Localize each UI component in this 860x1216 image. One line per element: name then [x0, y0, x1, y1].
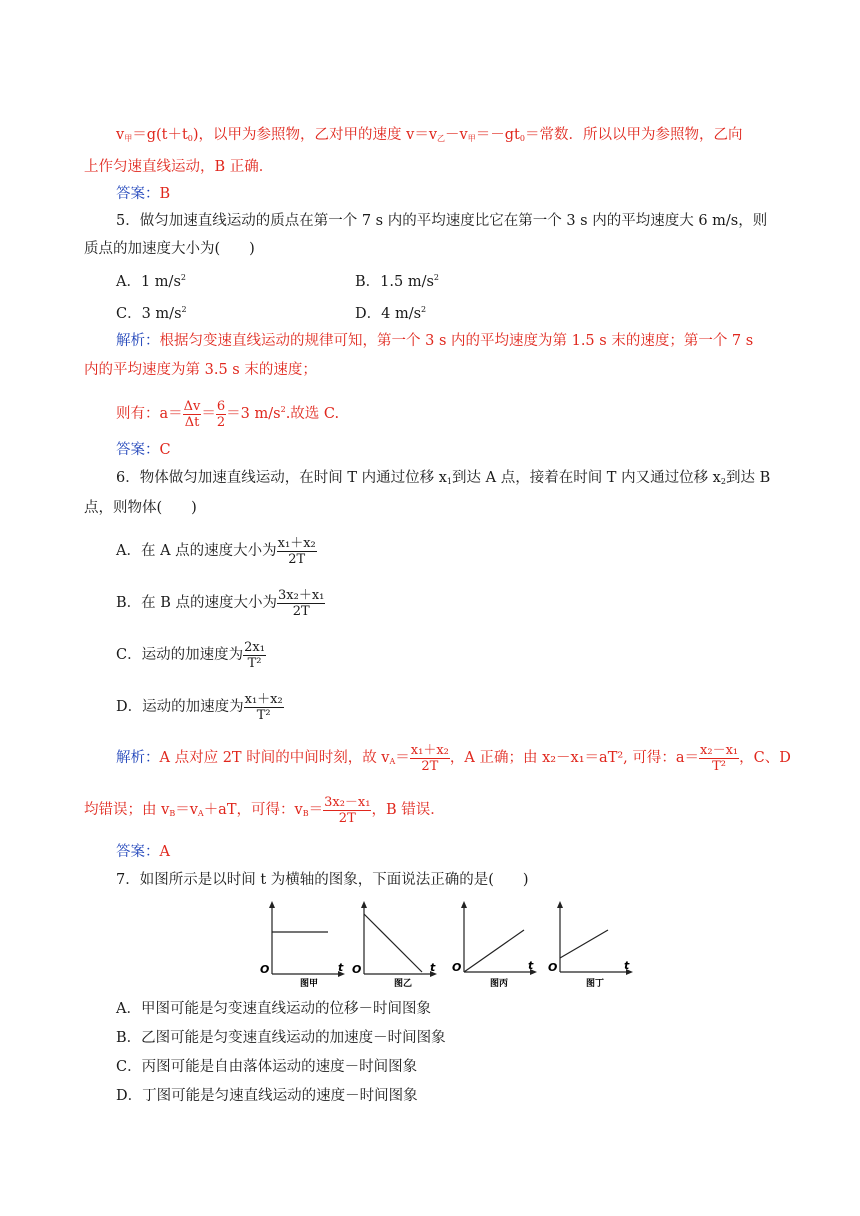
time-axis-label: t — [338, 961, 344, 974]
q5-explanation-line1: 解析：根据匀变速直线运动的规律可知，第一个 3 s 内的平均速度为第 1.5 s 末的速度；第一个 7 s — [116, 333, 754, 349]
q5-answer — [116, 440, 171, 460]
origin-label: O — [548, 961, 558, 974]
q6-option-a: A．在 A 点的速度大小为 $\frac{\text{x₁＋x₂}}{2T}$ — [116, 535, 316, 567]
fraction: $\frac{\Delta v}{\Delta t}$ — [183, 398, 201, 430]
explanation-label: 解析： — [116, 333, 160, 349]
answer-label: 答案： — [116, 844, 160, 860]
q6-stem-line1: 6．物体做匀加速直线运动，在时间 T 内通过位移 $x_1$到达 A 点，接着在时间 T 内又通过位移 $x_2$到达 B — [116, 470, 771, 486]
q5-formula: 则有：a＝ $\frac{\Delta v}{\Delta t}$ ＝ $\frac{6}{2}$ ＝3 $m/s^2$.故选 C. — [116, 398, 340, 430]
explanation-label: 解析： — [116, 750, 160, 766]
q6-explanation-line1: 解析：A 点对应 2T 时间的中间时刻，故 $v_A=$ $\frac{\text{x₁＋x₂}}{2T}$ ，A 正确；由 x₂－x₁＝aT², 可得：a＝ $\frac{\text{x₂－x₁}}{\text{T²}}$ ，C、D — [116, 742, 791, 774]
q5-option-b: B．1.5 $m/s^2$ — [355, 273, 439, 290]
graph-bing — [450, 900, 540, 992]
answer-value: A — [159, 844, 170, 860]
q6-answer — [116, 842, 170, 862]
answer-value: B — [159, 186, 171, 202]
graph-caption: 图乙 — [394, 979, 413, 989]
q4-explanation-line2: 上作匀速直线运动，B 正确． — [84, 159, 274, 175]
graph-caption: 图甲 — [300, 979, 319, 989]
q6-option-b: B．在 B 点的速度大小为 $\frac{\text{3x₂＋x₁}}{2T}$ — [116, 587, 325, 619]
q7-option-b: B．乙图可能是匀变速直线运动的加速度－时间图象 — [116, 1030, 446, 1046]
q5-stem-line1: 5．做匀加速直线运动的质点在第一个 7 s 内的平均速度比它在第一个 3 s 内的平均速度大 6 m/s，则 — [116, 213, 768, 229]
q5-stem-line2: 质点的加速度大小为( ) — [84, 241, 255, 257]
time-axis-label: t — [624, 959, 630, 972]
origin-label: O — [260, 963, 270, 976]
q4-explanation-line1: $v_甲=g(t+t_0)$，以甲为参照物，乙对甲的速度 $v=v_乙-v_甲=-gt_0=$常数．所以以甲为参照物，乙向 — [116, 127, 743, 143]
q6-option-d: D．运动的加速度为 $\frac{\text{x₁＋x₂}}{\text{T²}}$ — [116, 691, 283, 723]
answer-label: 答案： — [116, 186, 160, 202]
time-axis-label: t — [528, 959, 534, 972]
time-axis-label: t — [430, 961, 436, 974]
graph-caption: 图丁 — [586, 979, 605, 989]
graph-ding — [546, 900, 636, 992]
q5-explanation-line2: 内的平均速度为第 3.5 s 末的速度； — [84, 362, 317, 378]
q7-option-c: C．丙图可能是自由落体运动的速度－时间图象 — [116, 1059, 418, 1075]
q4-answer — [116, 184, 170, 204]
q7-option-a: A．甲图可能是匀变速直线运动的位移－时间图象 — [116, 1001, 431, 1017]
fraction: $\frac{6}{2}$ — [216, 398, 226, 430]
graph-jia — [258, 900, 348, 992]
q6-explanation-line2: 均错误；由 $v_B=v_A+aT$，可得：$v_B=$ $\frac{\text{3x₂－x₁}}{2T}$ ，B 错误． — [84, 794, 445, 826]
q7-stem: 7．如图所示是以时间 t 为横轴的图象，下面说法正确的是( ) — [116, 872, 529, 888]
graph-yi — [350, 900, 440, 992]
origin-label: O — [352, 963, 362, 976]
answer-value: C — [159, 442, 171, 458]
q6-option-c: C．运动的加速度为 $\frac{\text{2x₁}}{\text{T²}}$ — [116, 639, 265, 671]
q7-option-d: D．丁图可能是匀速直线运动的速度－时间图象 — [116, 1088, 418, 1104]
q5-option-c: C．3 $m/s^2$ — [116, 305, 187, 322]
q6-stem-line2: 点，则物体( ) — [84, 500, 197, 516]
answer-label: 答案： — [116, 442, 160, 458]
q5-option-a: A．1 $m/s^2$ — [116, 273, 186, 290]
origin-label: O — [452, 961, 462, 974]
graph-caption: 图丙 — [490, 979, 509, 989]
q5-option-d: D．4 $m/s^2$ — [355, 305, 427, 322]
